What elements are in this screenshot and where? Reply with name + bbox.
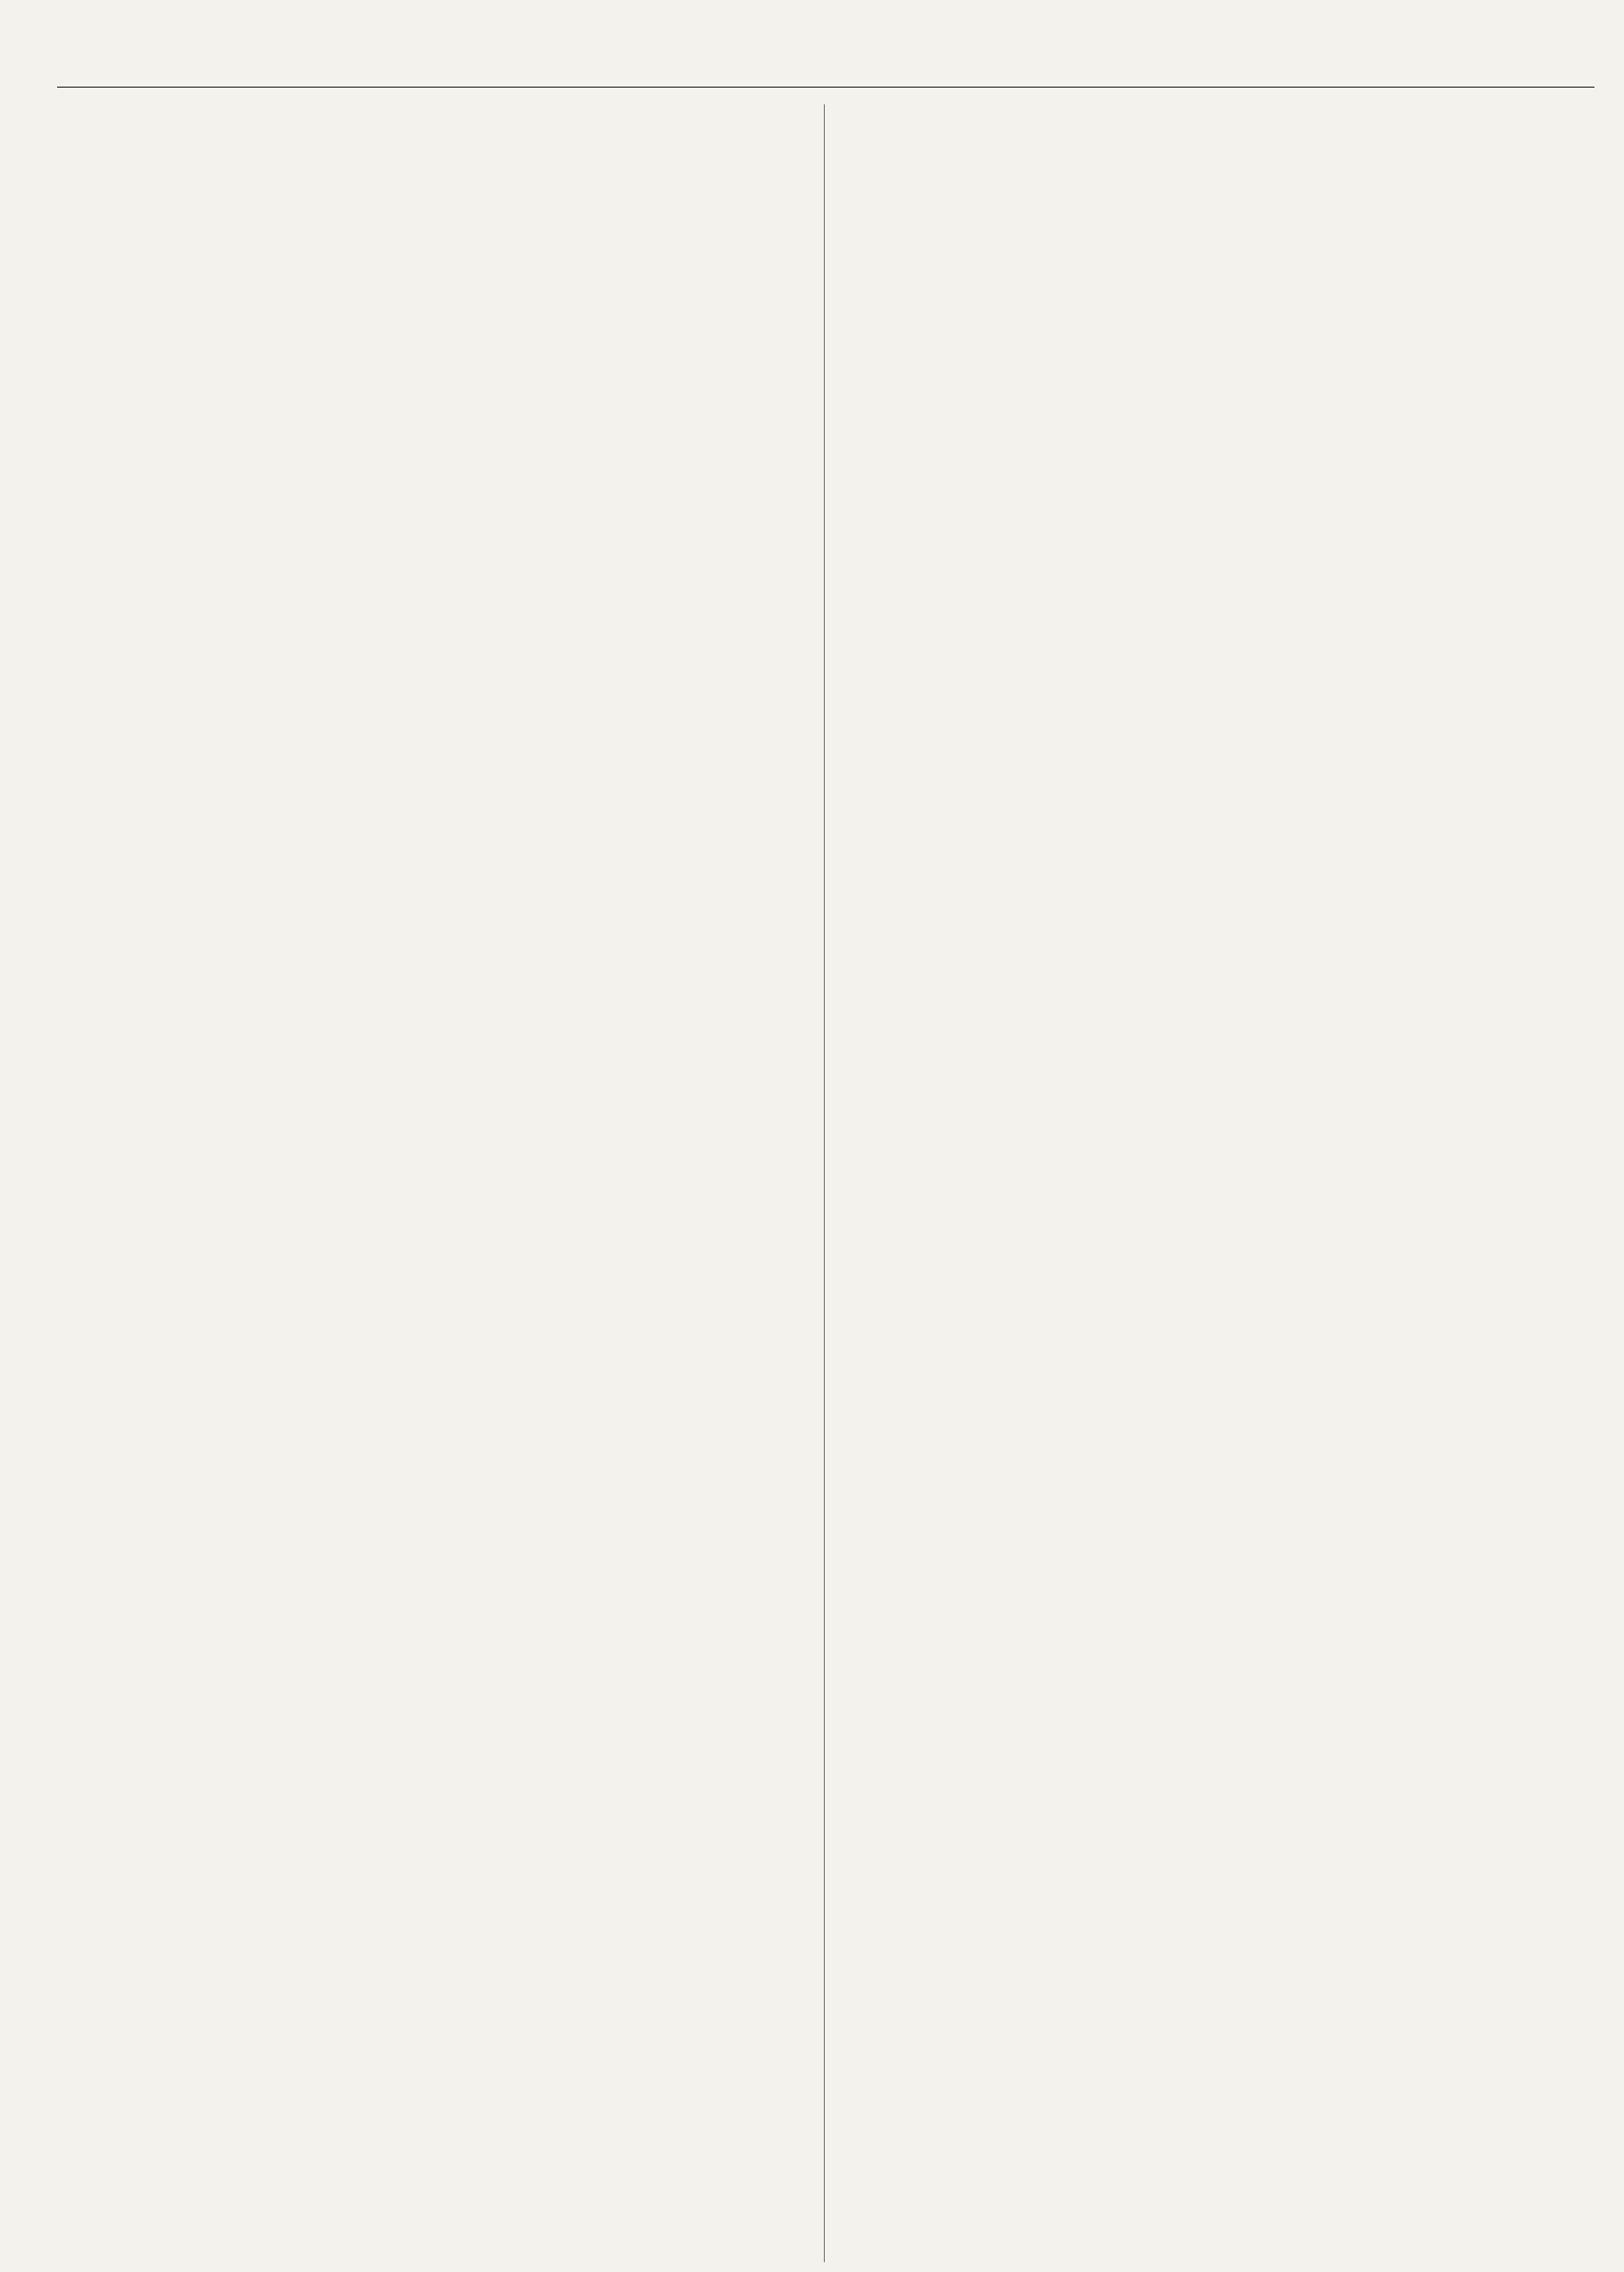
column-2 <box>824 104 1599 2262</box>
directory-columns <box>51 104 1598 2262</box>
column-1 <box>51 104 818 2262</box>
header-rule <box>57 87 1594 88</box>
